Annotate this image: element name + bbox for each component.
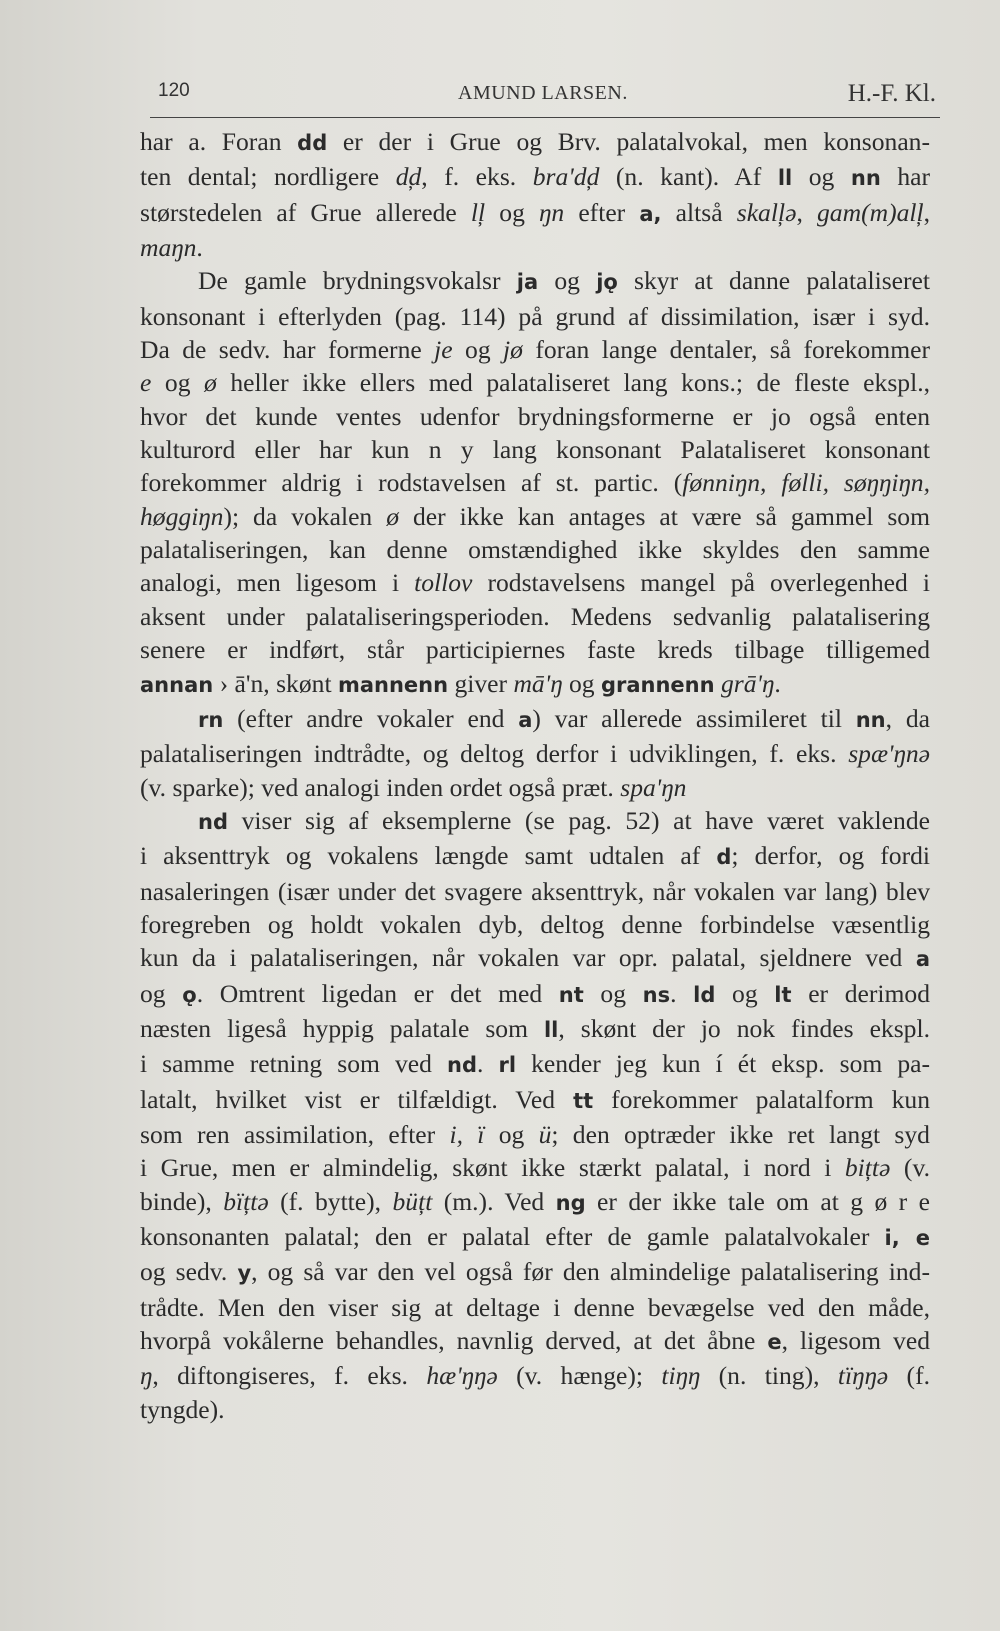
page-number: 120 [158,80,190,101]
text-run: nasaleringen (især under det svagere aksenttryk, når vokalen var lang) blev [140,876,930,906]
text-line [140,231,930,264]
bold-term: ll [543,1017,559,1042]
italic-term: tollov [414,568,473,598]
bold-term: ng [555,1190,586,1215]
italic-term: bra'd̦d [532,162,600,192]
text-line [140,1083,930,1118]
text-line [140,600,930,633]
italic-term: fønniŋn, følli, søŋŋiŋn, [682,468,930,498]
running-head: AMUND LARSEN. [458,82,628,104]
text-run: og [715,978,775,1008]
italic-term: je [434,335,453,365]
text-run: som ren assimilation, efter [140,1119,450,1149]
text-run: , [923,197,931,227]
text-run: , diftongiseres, f. eks. [152,1361,427,1391]
bold-term: grannenn [600,672,715,697]
text-run: ); da vokalen [223,501,387,531]
italic-term: ø [204,368,217,398]
text-run: ten dental; nordligere [140,162,396,192]
text-run: giver [448,668,514,698]
text-run: senere er indført, står participiernes faste kreds tilbage tilligemed [140,635,930,665]
text-run: (efter andre vokaler end [223,703,519,733]
text-run: (m.). Ved [432,1186,556,1216]
text-run: Da de sedv. har formerne [140,335,435,365]
text-run: og [538,266,597,296]
text-run: (v. sparke); ved analogi inden ordet også præt. [140,772,621,802]
text-run: , f. eks. [421,162,533,192]
bold-term: a [915,947,930,972]
text-line [140,1255,930,1290]
text-run: er der i Grue og Brv. palatalvokal, men konsonan- [327,127,930,156]
text-line [140,196,930,231]
text-line [140,466,930,499]
text-run: , og så var den vel også før den almindelige palatalisering ind- [251,1257,930,1287]
text-run: ; den optræder ikke ret langt syd [551,1119,930,1149]
text-line [140,160,930,195]
italic-term: skal̦lə [736,197,797,227]
text-line [140,366,930,399]
text-run: skyr at danne palataliseret [617,266,931,296]
bold-term: dd [297,131,328,155]
text-run: i Grue, men er almindelig, skønt ikke stærkt palatal, i nord i [140,1153,845,1183]
text-run: aksent under palataliseringsperioden. Medens sedvanlig palatalisering [140,601,930,631]
bold-term: ld [693,982,716,1007]
italic-term: d̦d [395,162,422,192]
text-run: og [485,197,540,227]
text-run: De gamle brydningsvokalsr [198,266,517,296]
text-run: (v. [890,1153,930,1183]
text-run: forekommer palatalform kun [593,1084,930,1114]
text-line [140,667,930,702]
text-line [140,433,930,466]
bold-term: tt [573,1088,594,1113]
text-run: i aksenttryk og vokalens længde samt udtalen af [140,841,717,871]
text-run: er derimod [791,978,931,1008]
italic-term: l̦l [470,197,486,227]
bold-term: ǫ [182,982,197,1007]
text-run: næsten ligeså hyppig palatale som [140,1013,544,1043]
text-line [140,1185,930,1220]
text-run: i samme retning som ved [140,1049,448,1079]
italic-term: grā'ŋ [720,668,775,698]
text-run: › ā'n, skønt [213,668,338,698]
italic-term: i, ï [449,1119,485,1149]
section-label: H.-F. Kl. [847,80,936,107]
text-line [140,977,930,1012]
header-rule [150,117,940,118]
text-run: (v. hænge); [497,1361,662,1391]
text-run: . [670,978,694,1008]
italic-term: ü [538,1119,552,1149]
italic-term: spa'ŋn [620,772,687,802]
bold-term: rl [498,1053,517,1078]
text-run: trådte. Men den viser sig at deltage i denne bevægelse ved den måde, [140,1292,930,1322]
text-run: . Omtrent ligedan er det med [196,978,559,1008]
bold-term: a, [639,201,662,226]
text-line [140,264,930,299]
text-line [140,908,930,941]
italic-term: mā'ŋ [513,668,563,698]
text-line [140,333,930,366]
bold-term: lt [774,982,792,1007]
bold-term: nd [447,1053,477,1078]
italic-term: tiŋŋ [661,1361,701,1391]
italic-term: spæ'ŋnə [848,739,930,769]
text-run: (n. kant). Af [599,162,778,192]
italic-term: høggiŋn [140,501,224,531]
bold-term: nn [850,166,881,191]
text-run: kun da i palataliseringen, når vokalen var opr. palatal, sjeldnere ved [140,943,916,973]
text-run: har a. Foran [140,127,298,156]
text-run: binde), [140,1186,224,1216]
text-run: og [452,335,504,365]
page-header [150,76,940,116]
bold-term: ja [516,270,539,295]
text-line [140,875,930,908]
text-run: (f. bytte), [268,1186,393,1216]
text-line [140,566,930,599]
text-run: kender jeg kun í ét eksp. som pa- [516,1049,931,1079]
italic-term: hæ'ŋŋə [426,1361,498,1391]
italic-term: e [140,368,152,398]
bold-term: annan [140,672,214,697]
text-run: palataliseringen indtrådte, og deltog derfor i udviklingen, f. eks. [140,739,849,769]
italic-term: gam(m)al̦l [817,197,924,227]
text-line [140,1047,930,1082]
text-line [140,1151,930,1184]
text-line [140,1012,930,1047]
text-line [140,400,930,433]
bold-term: d [716,845,732,870]
text-run: konsonant i efterlyden (pag. 114) på grund af dissimilation, især i syd. [140,301,930,331]
text-line [140,737,930,770]
bold-term: mannenn [337,672,449,697]
text-run: , ligesom ved [781,1326,930,1356]
text-run: altså [661,197,737,227]
text-run: har [880,162,931,192]
text-line [140,125,930,160]
text-run: analogi, men ligesom i [140,568,415,598]
text-line [140,702,930,737]
text-line [140,804,930,839]
text-line [140,1291,930,1324]
text-line [140,500,930,533]
text-run: efter [564,197,640,227]
text-run: foregreben og holdt vokalen dyb, deltog denne forbindelse væsentlig [140,909,930,939]
text-run: ; derfor, og fordi [731,841,930,871]
italic-term: maŋn [140,233,197,263]
text-run: hvorpå vokålerne behandles, navnlig derved, at det åbne [140,1326,768,1356]
text-run: . [774,668,781,698]
bold-term: y [237,1261,252,1286]
text-run: tyngde). [140,1394,225,1424]
text-line [140,941,930,976]
text-run: forekommer aldrig i rodstavelsen af st. partic. ( [140,468,683,498]
text-run: kulturord eller har kun n y lang konsonant Palataliseret konsonant [140,435,930,465]
text-run: palataliseringen, kan denne omstændighed ikke skyldes den samme [140,535,930,565]
text-line [140,1118,930,1151]
text-line [140,533,930,566]
text-line [140,1220,930,1255]
text-line [140,1393,930,1426]
text-run: og [792,162,851,192]
text-line [140,771,930,804]
text-run: og [583,978,643,1008]
text-line [140,633,930,666]
italic-term: ø [386,501,400,531]
text-run: foran lange dentaler, så forekommer [522,335,930,365]
text-run: viser sig af eksemplerne (se pag. 52) at have været vaklende [227,805,930,835]
text-run: og [484,1119,539,1149]
bold-term: nt [558,982,584,1007]
text-run: og sedv. [140,1257,238,1287]
text-line [140,1324,930,1359]
text-run: . [477,1049,499,1079]
text-run: konsonanten palatal; den er palatal efter de gamle palatalvokaler [140,1222,885,1251]
italic-term: büțt [392,1186,433,1216]
bold-term: nd [198,809,228,834]
bold-term: jǫ [596,270,618,295]
text-run: der ikke kan antages at være så gammel som [399,501,930,531]
bold-term: a [518,707,533,732]
text-run: rodstavelsens mangel på overlegenhed i [472,568,930,598]
italic-term: ŋn [539,197,565,227]
text-run: hvor det kunde ventes udenfor brydningsformerne er jo også enten [140,401,930,431]
body-text [140,125,930,1426]
text-run: størstedelen af Grue allerede [140,197,471,227]
text-run: (f. [888,1361,930,1391]
bold-term: e [767,1330,782,1355]
text-run: og [151,368,205,398]
text-run: og [140,978,183,1008]
text-run: , skønt der jo nok findes ekspl. [558,1013,930,1043]
text-run: (n. ting), [700,1361,838,1391]
italic-term: jø [503,335,523,365]
italic-term: tïŋŋə [837,1361,889,1391]
text-run: , da [885,703,930,733]
text-run: er der ikke tale om at g ø r e [585,1186,930,1216]
text-line [140,300,930,333]
text-run: ) var allerede assimileret til [532,703,856,733]
bold-term: ns [642,982,671,1007]
bold-term: ll [777,166,793,191]
text-run: og [562,668,601,698]
text-run: . [196,233,203,263]
bold-term: rn [198,707,224,732]
italic-term: bïțtə [223,1186,269,1216]
text-run: latalt, hvilket vist er tilfældigt. Ved [140,1084,574,1114]
text-line [140,839,930,874]
text-line [140,1359,930,1392]
bold-term: i, e [884,1226,931,1250]
italic-term: bițtə [844,1153,891,1183]
italic-term: ŋ [140,1361,153,1391]
text-run: heller ikke ellers med palataliseret lang kons.; de fleste ekspl., [216,368,930,398]
bold-term: nn [855,707,886,732]
text-run: , [796,197,817,227]
